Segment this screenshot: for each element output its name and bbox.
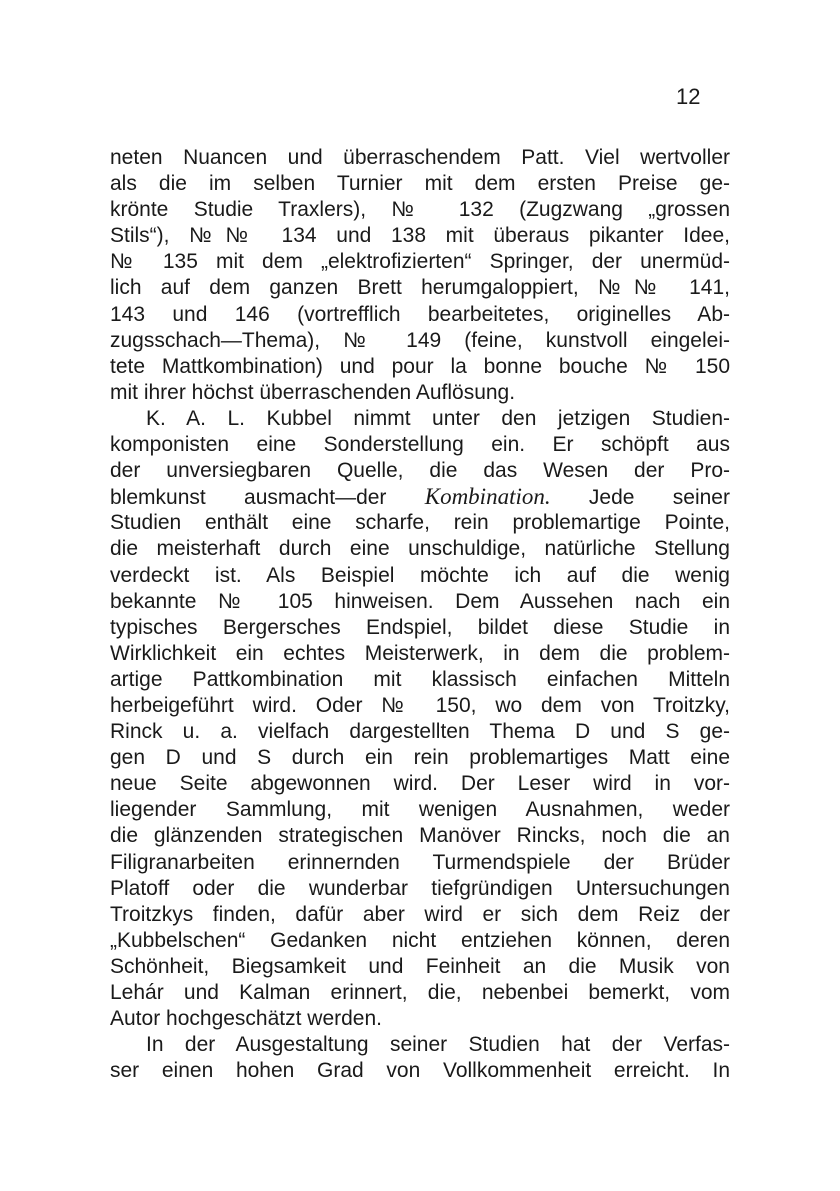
text-line: Studien enthält eine scharfe, rein problemartige Pointe, xyxy=(110,511,730,535)
text-line: Stils“), №№ 134 und 138 mit überaus pikanter Idee, xyxy=(110,224,730,248)
text-line: № 135 mit dem „elektrofizierten“ Springer, der unermüd- xyxy=(110,250,730,274)
italic-term: Kombination. xyxy=(424,484,551,510)
paragraph-2 xyxy=(110,406,730,1032)
text-line: zugsschach—Thema), № 149 (feine, kunstvoll eingelei- xyxy=(110,328,730,352)
text-line: bekannte № 105 hinweisen. Dem Aussehen nach ein xyxy=(110,589,730,613)
text-line: Schönheit, Biegsamkeit und Feinheit an die Musik von xyxy=(110,954,730,978)
page-number: 12 xyxy=(676,84,701,109)
text-line: Rinck u. a. vielfach dargestellten Thema D und S ge- xyxy=(110,720,730,744)
text-line: verdeckt ist. Als Beispiel möchte ich auf die wenig xyxy=(110,563,730,587)
text-line: ser einen hohen Grad von Vollkommenheit erreicht. In xyxy=(110,1059,730,1083)
paragraph-1 xyxy=(110,145,730,406)
text-line: artige Pattkombination mit klassisch einfachen Mitteln xyxy=(110,667,730,691)
paragraph-3 xyxy=(110,1032,730,1084)
text-line: Troitzkys finden, dafür aber wird er sich dem Reiz der xyxy=(110,902,730,926)
text-line: lich auf dem ganzen Brett herumgaloppiert, №№ 141, xyxy=(110,276,730,300)
text-line: die meisterhaft durch eine unschuldige, natürliche Stellung xyxy=(110,537,730,561)
text-line: In der Ausgestaltung seiner Studien hat der Verfas- xyxy=(146,1033,730,1057)
text-line: 143 und 146 (vortrefflich bearbeitetes, originelles Ab- xyxy=(110,302,730,326)
text-line: liegender Sammlung, mit wenigen Ausnahmen, weder xyxy=(110,798,730,822)
text-line: die glänzenden strategischen Manöver Rincks, noch die an xyxy=(110,824,730,848)
text-line: tete Mattkombination) und pour la bonne bouche № 150 xyxy=(110,354,730,378)
text-line: gen D und S durch ein rein problemartiges Matt eine xyxy=(110,746,730,770)
text-line: krönte Studie Traxlers), № 132 (Zugzwang „grossen xyxy=(110,198,730,222)
text-line: als die im selben Turnier mit dem ersten Preise ge- xyxy=(110,172,730,196)
text-line: „Kubbelschen“ Gedanken nicht entziehen können, deren xyxy=(110,928,730,952)
text-line: Filigranarbeiten erinnernden Turmendspiele der Brüder xyxy=(110,850,730,874)
text-line: Autor hochgeschätzt werden. xyxy=(110,1007,382,1031)
text-line: komponisten eine Sonderstellung ein. Er schöpft aus xyxy=(110,433,730,457)
text-line-with-italic xyxy=(110,484,730,510)
text-line: Lehár und Kalman erinnert, die, nebenbei bemerkt, vom xyxy=(110,981,730,1004)
text-segment: Jede seiner xyxy=(588,486,730,510)
text-segment: blemkunst ausmacht—der xyxy=(110,486,387,510)
text-line: K. A. L. Kubbel nimmt unter den jetzigen Studien- xyxy=(146,406,730,430)
text-line: Platoff oder die wunderbar tiefgründigen Untersuchungen xyxy=(110,876,730,900)
text-line: neue Seite abgewonnen wird. Der Leser wird in vor- xyxy=(110,772,730,796)
text-line: neten Nuancen und überraschendem Patt. Viel wertvoller xyxy=(110,146,730,169)
text-line: mit ihrer höchst überraschenden Auflösung. xyxy=(110,380,516,404)
text-line: der unversiegbaren Quelle, die das Wesen der Pro- xyxy=(110,459,730,483)
text-line: herbeigeführt wird. Oder № 150, wo dem von Troitzky, xyxy=(110,693,730,717)
text-line: typisches Bergersches Endspiel, bildet diese Studie in xyxy=(110,615,730,639)
body-text xyxy=(110,145,730,1084)
text-line: Wirklichkeit ein echtes Meisterwerk, in dem die problem- xyxy=(110,641,730,665)
